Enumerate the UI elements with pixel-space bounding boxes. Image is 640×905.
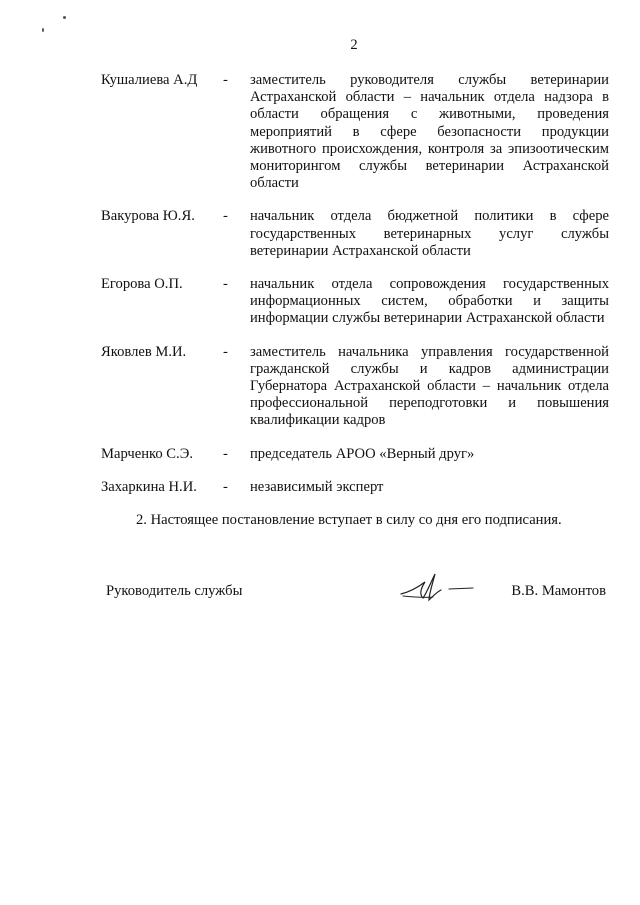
signature-block — [106, 583, 606, 607]
member-role: заместитель руководителя службы ветеринарии Астраханской области – начальник отдела надзора в области обращения с животными, проведения мероприятий в сфере безопасности продукции животного происхождения, контроля за эпизоотическим мониторингом службы ветеринарии Астраханской области — [250, 72, 609, 192]
member-row — [101, 344, 609, 430]
handwritten-signature — [399, 570, 477, 604]
member-dash: - — [223, 208, 228, 225]
member-name: Вакурова Ю.Я. — [101, 208, 195, 225]
member-name: Егорова О.П. — [101, 276, 183, 293]
member-dash: - — [223, 478, 228, 495]
member-role: начальник отдела бюджетной политики в сфере государственных ветеринарных услуг службы ветеринарии Астраханской области — [250, 208, 609, 259]
member-role: заместитель начальника управления государственной гражданской службы и кадров администрации Губернатора Астраханской области – начальник отдела профессиональной переподготовки и повышения квалификации кадров — [250, 343, 609, 429]
scan-speck — [42, 28, 44, 32]
member-row — [101, 208, 609, 260]
member-dash: - — [223, 276, 228, 293]
members-list — [101, 72, 609, 512]
member-dash: - — [223, 72, 228, 88]
page-number: 2 — [350, 37, 358, 53]
member-dash: - — [223, 343, 228, 360]
member-role: начальник отдела сопровождения государственных информационных систем, обработки и защиты информации службы ветеринарии Астраханской области — [250, 276, 609, 327]
member-role: независимый эксперт — [250, 478, 384, 495]
signatory-position: Руководитель службы — [106, 583, 243, 599]
member-name: Кушалиева А.Д — [101, 72, 198, 88]
member-name: Захаркина Н.И. — [101, 478, 197, 495]
member-row — [101, 479, 609, 496]
scan-speck — [63, 16, 66, 19]
member-row — [101, 276, 609, 328]
member-name: Яковлев М.И. — [101, 343, 187, 360]
member-name: Марченко С.Э. — [101, 445, 193, 462]
effective-date-clause: 2. Настоящее постановление вступает в силу со дня его подписания. — [136, 512, 562, 528]
member-row — [101, 72, 609, 192]
member-role: председатель АРОО «Верный друг» — [250, 445, 475, 462]
member-row — [101, 446, 609, 463]
member-dash: - — [223, 445, 228, 462]
signatory-name: В.В. Мамонтов — [511, 583, 606, 599]
